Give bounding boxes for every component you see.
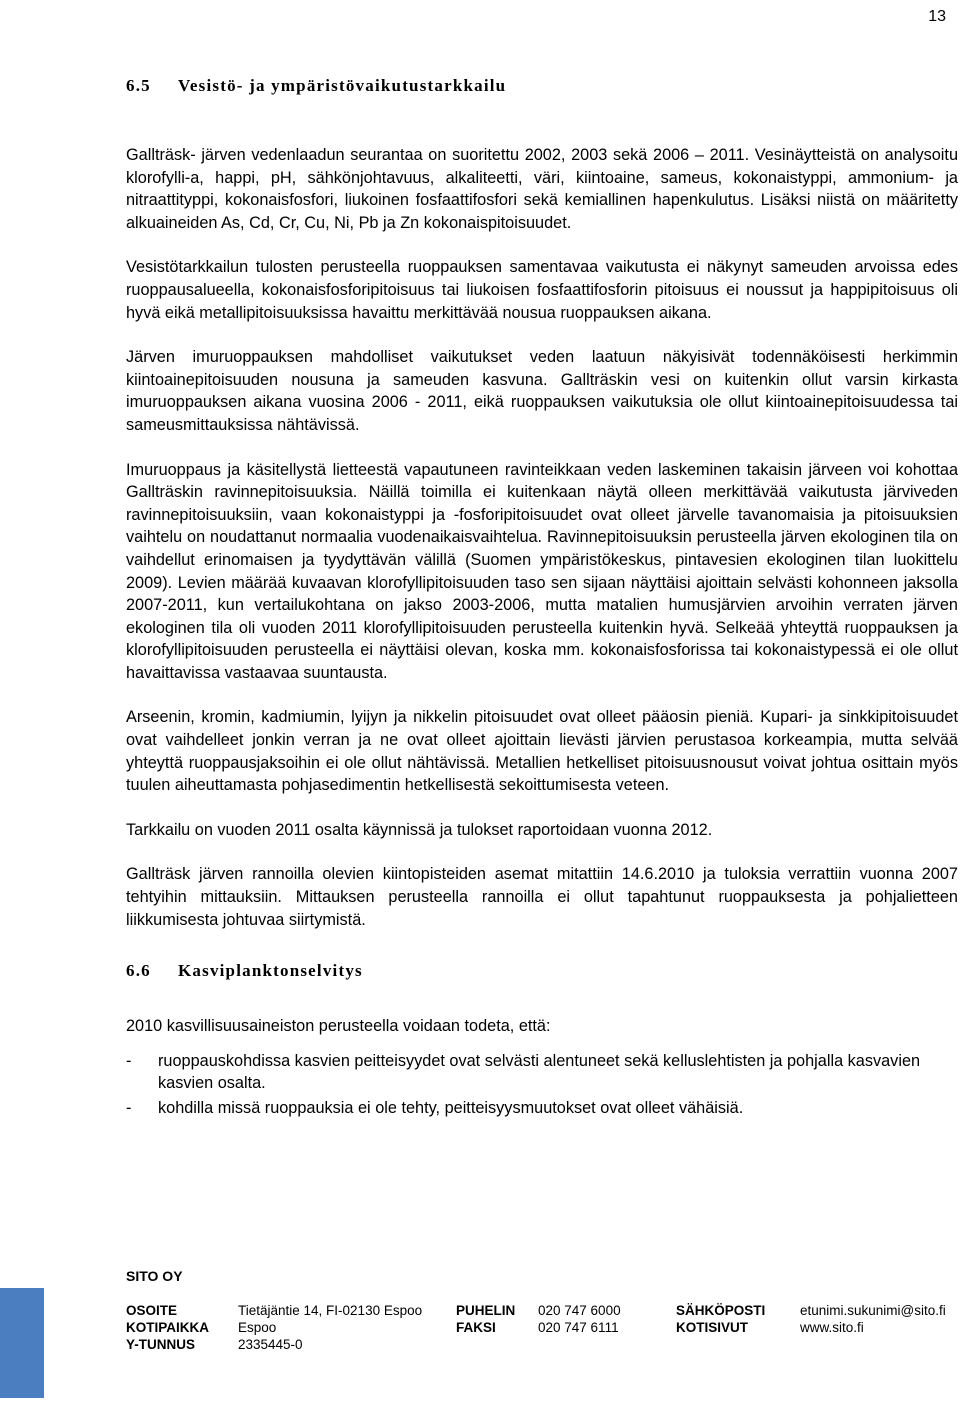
footer-label: FAKSI — [456, 1320, 496, 1335]
footer-value: Tietäjäntie 14, FI-02130 Espoo — [238, 1303, 423, 1318]
list-item-text: kohdilla missä ruoppauksia ei ole tehty, peitteisyysmuutokset ovat olleet vähäisiä. — [158, 1099, 744, 1117]
paragraph: Arseenin, kromin, kadmiumin, lyijyn ja nikkelin pitoisuudet ovat olleet pääosin pieniä. Kupari- ja sinkkipitoisuudet ovat vaihdelleet jonkin verran ja ne ovat olleet ajoittain lievästi järvien perustasoa korkeampia, mutta selvää yhteyttä ruoppausjaksoihin ei ole ollut nähtävissä. Metallien hetkelliset pitoisuusnousut voivat johtua osittain myös tuulen aiheuttamasta pohjasedimentin hetkellisestä sekoittumisesta veteen. — [126, 708, 958, 795]
paragraph: Imuruoppaus ja käsitellystä lietteestä vapautuneen ravinteikkaan veden laskeminen takaisin järveen voi kohottaa Gallträskin ravinnepitoisuuksia. Näillä toimilla ei kuitenkaan näytä olleen merkittävää vaikutusta järviveden ravinnepitoisuuksiin, vaan kokonaistyppi ja -fosforipitoisuudet ovat olleet järvelle tavanomaisia ja pitoisuuksien vaihtelu on noudattanut normaalia vuodenaikaisvaihtelua. Ravinnepitoisuuksin perusteella järven ekologinen tila on vaihdellut erinomaisen ja tyydyttävän välillä (Suomen ympäristökeskus, pintavesien ekologinen tilan luokittelu 2009). Levien määrää kuvaavan klorofyllipitoisuuden taso sen sijaan näyttäisi ajoittain selvästi kohonneen jaksolla 2007-2011, kun vertailukohtana on jakso 2003-2006, mutta matalien humusjärvien arvoihin verraten järven ekologinen tila oli vuoden 2011 klorofyllipitoisuuden perusteella kuitenkin hyvä. Selkeää yhteyttä ruoppauksen ja klorofyllipitoisuuden perusteella ei näyttäisi olevan, koska mm. kokonaisfosforissa tai kokonaistypessä ei ole ollut havaittavissa vastaavaa suuntausta. — [126, 460, 958, 682]
footer-row-address — [0, 1303, 960, 1320]
document-body — [126, 70, 958, 1120]
bullet-list — [126, 1050, 958, 1120]
footer-label: OSOITE — [126, 1303, 178, 1318]
list-item-text: ruoppauskohdissa kasvien peitteisyydet ovat selvästi alentuneet sekä kelluslehtisten ja pohjalla kasvavien kasvien osalta. — [158, 1051, 921, 1093]
list-item — [126, 1097, 958, 1120]
footer-value: 020 747 6000 — [538, 1303, 621, 1318]
paragraph: Gallträsk- järven vedenlaadun seurantaa on suoritettu 2002, 2003 sekä 2006 – 2011. Vesinäytteistä on analysoitu klorofylli-a, happi, pH, sähkönjohtavuus, alkaliteetti, väri, kiintoaine, sameus, kokonaistyppi, ammonium- ja nitraattityppi, kokonaisfosfori, liukoinen fosfaattifosfori sekä kemiallinen hapenkulutus. Lisäksi niistä on määritetty alkuaineiden As, Cd, Cr, Cu, Ni, Pb ja Zn kokonaispitoisuudet. — [126, 146, 958, 232]
footer-row-domicile — [0, 1320, 960, 1337]
footer-label: PUHELIN — [456, 1303, 516, 1318]
list-item — [126, 1050, 958, 1095]
section-heading-6-6 — [126, 961, 958, 981]
footer-row-business-id — [0, 1337, 960, 1354]
footer-label: SÄHKÖPOSTI — [676, 1303, 766, 1318]
section-number: 6.6 — [126, 961, 151, 981]
website-value: www.sito.fi — [800, 1320, 864, 1335]
page-number: 13 — [928, 8, 946, 25]
footer-label: KOTIPAIKKA — [126, 1320, 209, 1335]
paragraph: Vesistötarkkailun tulosten perusteella ruoppauksen samentavaa vaikutusta ei näkynyt sameuden arvoissa edes ruoppausalueella, kokonaisfosforipitoisuus tai liukoisen fosfaattifosforin pitoisuus ei noussut ja happipitoisuus oli hyvä eikä metallipitoisuuksissa havaittu merkittävää nousua ruoppauksen aikana. — [126, 258, 958, 322]
footer-label: Y-TUNNUS — [126, 1337, 196, 1352]
list-intro: 2010 kasvillisuusaineiston perusteella voidaan todeta, että: — [126, 1017, 551, 1036]
footer-label: KOTISIVUT — [676, 1320, 749, 1335]
section-number: 6.5 — [126, 76, 151, 95]
paragraph: Tarkkailu on vuoden 2011 osalta käynnissä ja tulokset raportoidaan vuonna 2012. — [126, 820, 713, 839]
email-value: etunimi.sukunimi@sito.fi — [800, 1303, 946, 1318]
footer-value: 2335445-0 — [238, 1337, 303, 1352]
footer-value: Espoo — [238, 1320, 277, 1335]
page-footer — [0, 1268, 960, 1405]
list-dash: - — [126, 1099, 132, 1117]
section-title: Kasviplanktonselvitys — [178, 961, 363, 981]
section-heading-6-5 — [126, 76, 958, 96]
paragraph: Järven imuruoppauksen mahdolliset vaikutukset veden laatuun näkyisivät todennäköisesti herkimmin kiintoainepitoisuuden nousuna ja sameuden kasvuna. Gallträskin vesi on kuitenkin ollut varsin kirkasta imuruoppauksen aikana vuosina 2006 - 2011, eikä ruoppauksen vaikutuksia ole ollut kiintoainepitoisuudessa tai sameusmittauksissa nähtävissä. — [126, 348, 958, 434]
footer-value: 020 747 6111 — [538, 1320, 619, 1335]
company-name: SITO OY — [126, 1268, 183, 1284]
paragraph: Gallträsk järven rannoilla olevien kiintopisteiden asemat mitattiin 14.6.2010 ja tuloksia verrattiin vuonna 2007 tehtyihin mittauksiin. Mittauksen perusteella rannoilla ei ollut tapahtunut ruoppauksesta ja pohjalietteen liikkumisesta johtuvaa siirtymistä. — [126, 865, 958, 929]
section-title: Vesistö- ja ympäristövaikutustarkkailu — [178, 76, 507, 95]
list-dash: - — [126, 1051, 132, 1070]
